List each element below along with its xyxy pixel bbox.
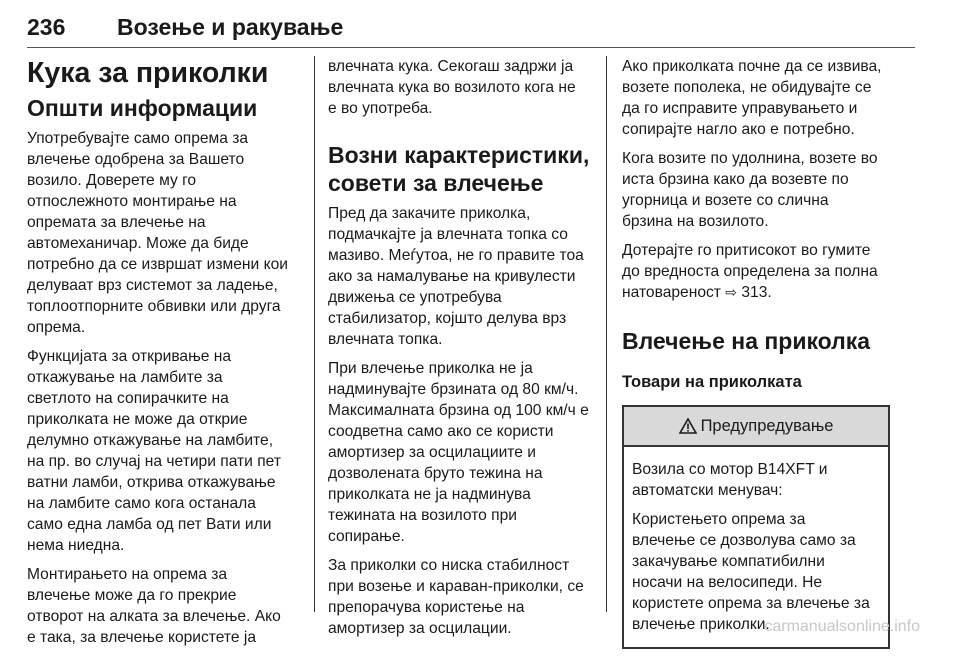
paragraph: Функцијата за откривање на откажување на ламбите за светлото на сопирачките на приколката не може да открие делумно откажување на ламбите, на пр. во случај на четири пати пет ватни ламби, открива откажување на ламбите само кога останала само една ламба од пет Вати или нема ниедна.: [27, 348, 281, 554]
section-title: Возење и ракување: [117, 14, 344, 40]
section-heading: Влечење на приколка: [622, 328, 871, 354]
paragraph: Монтирањето на опрема за влечење може да го прекрие отворот на алката за влечење. Ако е така, за влечење користете ја: [27, 566, 281, 646]
page-number: 236: [27, 14, 66, 40]
column-1: [27, 56, 303, 656]
paragraph: При влечење приколка не ја надминувајте брзината од 80 км/ч. Максималната брзина од 100 км/ч е соодветна само ако се користи амортизер за осцилациите и дозволената бруто тежина на приколката не ја надминува тежината на возилото при сопирање.: [328, 360, 589, 545]
section-heading: Општи информации: [27, 95, 258, 121]
page-header: [27, 0, 915, 48]
paragraph: За приколки со ниска стабилност при возење и караван-приколки, се препорачува користење на амортизер за осцилации.: [328, 557, 584, 637]
paragraph: Пред да закачите приколка, подмачкајте ја влечната топка со мазиво. Меѓутоа, не го правите тоа ако за намалување на кривулести движења се употребува стабилизатор, којшто делува врз влечната топка.: [328, 205, 584, 348]
paragraph: влечната кука. Секогаш задржи ја влечната кука во возилото кога не е во употреба.: [328, 58, 576, 117]
column-divider: [606, 56, 607, 612]
page-reference-link[interactable]: 313.: [741, 284, 772, 301]
warning-title: Предупредување: [700, 416, 834, 435]
warning-paragraph: Возила со мотор B14XFT и автоматски менувач:: [632, 461, 828, 499]
watermark: carmanualsonline.info: [764, 618, 920, 635]
warning-triangle-icon: [679, 418, 697, 434]
paragraph: [622, 240, 890, 303]
warning-paragraph: Користењето опрема за влечење се дозволува само за закачување компатибилни носачи на велосипеди. Не користете опрема за влечење за влечење приколки.: [632, 511, 870, 633]
subsection-heading: Товари на приколката: [622, 373, 802, 391]
paragraph-tail: натовареност: [622, 284, 721, 301]
column-3: [622, 56, 890, 649]
paragraph: Кога возите по удолнина, возете во иста брзина како да возевте по угорница и возете со слична брзина на возилото.: [622, 150, 878, 230]
column-2: [328, 56, 592, 647]
column-divider: [314, 56, 315, 612]
warning-body: [624, 447, 888, 647]
chapter-heading: Кука за приколки: [27, 57, 269, 89]
warning-header: [624, 407, 888, 447]
section-heading: Возни карактеристики, совети за влечење: [328, 142, 590, 196]
page-reference-icon: ⇨: [725, 284, 738, 300]
paragraph: Употребувајте само опрема за влечење одобрена за Вашето возило. Доверете му го отпослежното монтирање на опремата за влечење на автомеханичар. Може да биде потребно да се извршат измени кои делуваат врз системот за ладење, топлоотпорните обвивки или друга опрема.: [27, 130, 288, 336]
paragraph-lines: Дотерајте го притисокот во гумите до вредноста определена за полна: [622, 242, 878, 280]
header-rule: [27, 47, 915, 48]
warning-box: [622, 405, 890, 649]
paragraph: Ако приколката почне да се извива, возете пополека, не обидувајте се да го исправите управувањето и сопирајте нагло ако е потребно.: [622, 58, 882, 138]
